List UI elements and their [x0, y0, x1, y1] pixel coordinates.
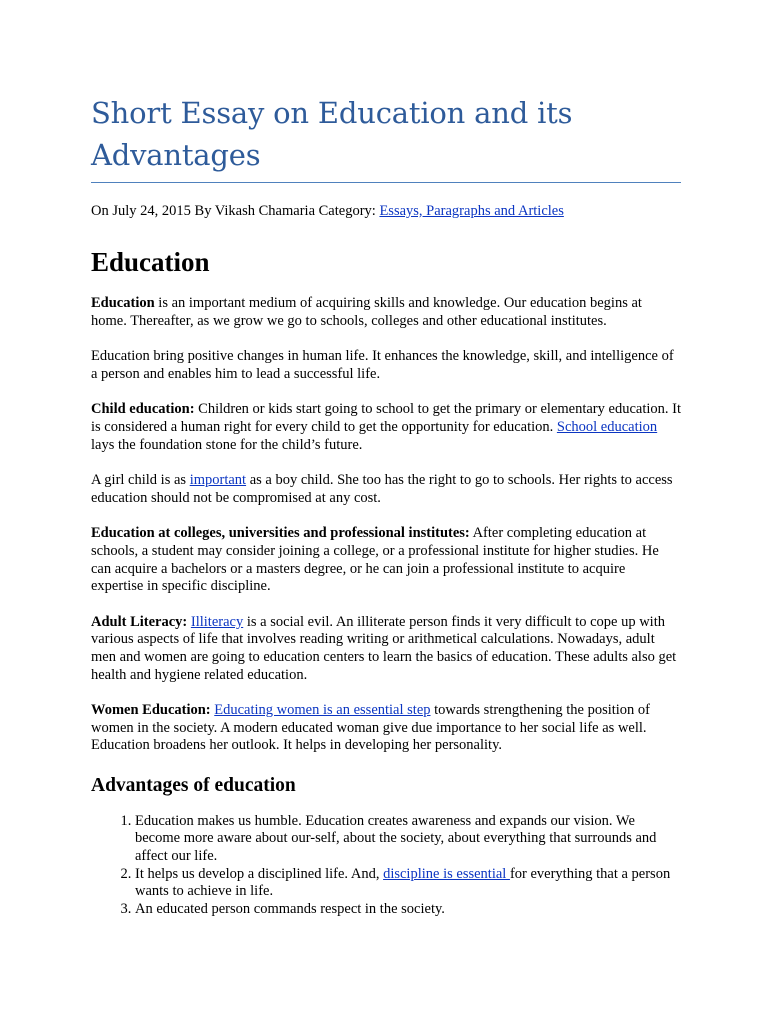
list-item-text2: for everything that a person wants to achieve in life.: [135, 865, 671, 900]
paragraph-higher-education-bold: Education at colleges, universities and professional institutes:: [91, 525, 470, 542]
paragraph-women-education-text2: towards strengthening the position of women in the society. A modern educated woman give due importance to her social life as well. Education broadens her outlook. It helps in developing her personality.: [91, 702, 650, 754]
paragraph-girl-child-text2: as a boy child. She too has the right to go to schools. Her rights to access education should not be compromised at any cost.: [91, 472, 673, 506]
paragraph-child-education-text: Children or kids start going to school to get the primary or elementary education. It is considered a human right for every child to get the opportunity for education.: [91, 401, 681, 435]
educating-women-link[interactable]: Educating women is an essential step: [214, 702, 431, 719]
paragraph-higher-education: [91, 525, 681, 595]
paragraph-positive-changes: [91, 348, 681, 383]
list-item-text: It helps us develop a disciplined life. And,: [135, 865, 384, 882]
paragraph-girl-child: [91, 472, 681, 507]
paragraph-child-education-text2: lays the foundation stone for the child’s future.: [91, 436, 363, 453]
category-link[interactable]: Essays, Paragraphs and Articles: [379, 203, 564, 219]
paragraph-positive-changes-text: Education bring positive changes in human life. It enhances the knowledge, skill, and intelligence of a person and enables him to lead a successful life.: [91, 348, 674, 382]
advantages-list: [91, 813, 681, 919]
important-link[interactable]: important: [189, 472, 247, 489]
paragraph-adult-literacy: [91, 614, 681, 684]
paragraph-girl-child-text: A girl child is as: [91, 472, 190, 489]
section-heading-advantages: Advantages of education: [91, 774, 296, 796]
paragraph-child-education: [91, 401, 681, 454]
meta-byline: On July 24, 2015 By Vikash Chamaria Category:: [91, 203, 380, 219]
paragraph-child-education-bold: Child education:: [91, 401, 195, 418]
paragraph-intro-bold: Education: [91, 295, 155, 311]
list-item-text: Education makes us humble. Education creates awareness and expands our vision. We become more aware about our-self, about the society, about everything that surrounds and affect our life.: [135, 812, 657, 865]
illiteracy-link[interactable]: Illiteracy: [190, 613, 244, 630]
section-heading-education: Education: [91, 247, 210, 277]
discipline-link[interactable]: discipline is essential: [383, 865, 510, 882]
list-item: [135, 901, 681, 919]
page-title: Short Essay on Education and its Advantages: [91, 92, 681, 183]
paragraph-adult-literacy-text2: is a social evil. An illiterate person finds it very difficult to cope up with various aspects of life that involves reading writing or arithmetical calculations. Nowadays, adult men and women are going to education centers to learn the basics of education. These adults also get health and hygiene related education.: [91, 613, 677, 683]
paragraph-women-education: [91, 702, 681, 755]
paragraph-women-education-bold: Women Education:: [91, 702, 211, 719]
document-page: [91, 92, 681, 918]
paragraph-adult-literacy-bold: Adult Literacy:: [91, 613, 188, 630]
list-item-text: An educated person commands respect in the society.: [135, 900, 445, 917]
list-item: [135, 813, 681, 866]
paragraph-higher-education-text: After completing education at schools, a student may consider joining a college, or a professional institute for higher studies. He can acquire a bachelors or a masters degree, or he can join a professional institute to acquire expertise in specific discipline.: [91, 525, 659, 595]
school-education-link[interactable]: School education: [556, 418, 658, 435]
paragraph-intro: [91, 295, 681, 330]
post-meta: [91, 201, 681, 221]
list-item: [135, 866, 681, 901]
paragraph-intro-text: is an important medium of acquiring skills and knowledge. Our education begins at home. Thereafter, as we grow we go to schools, colleges and other educational institutes.: [91, 295, 642, 329]
